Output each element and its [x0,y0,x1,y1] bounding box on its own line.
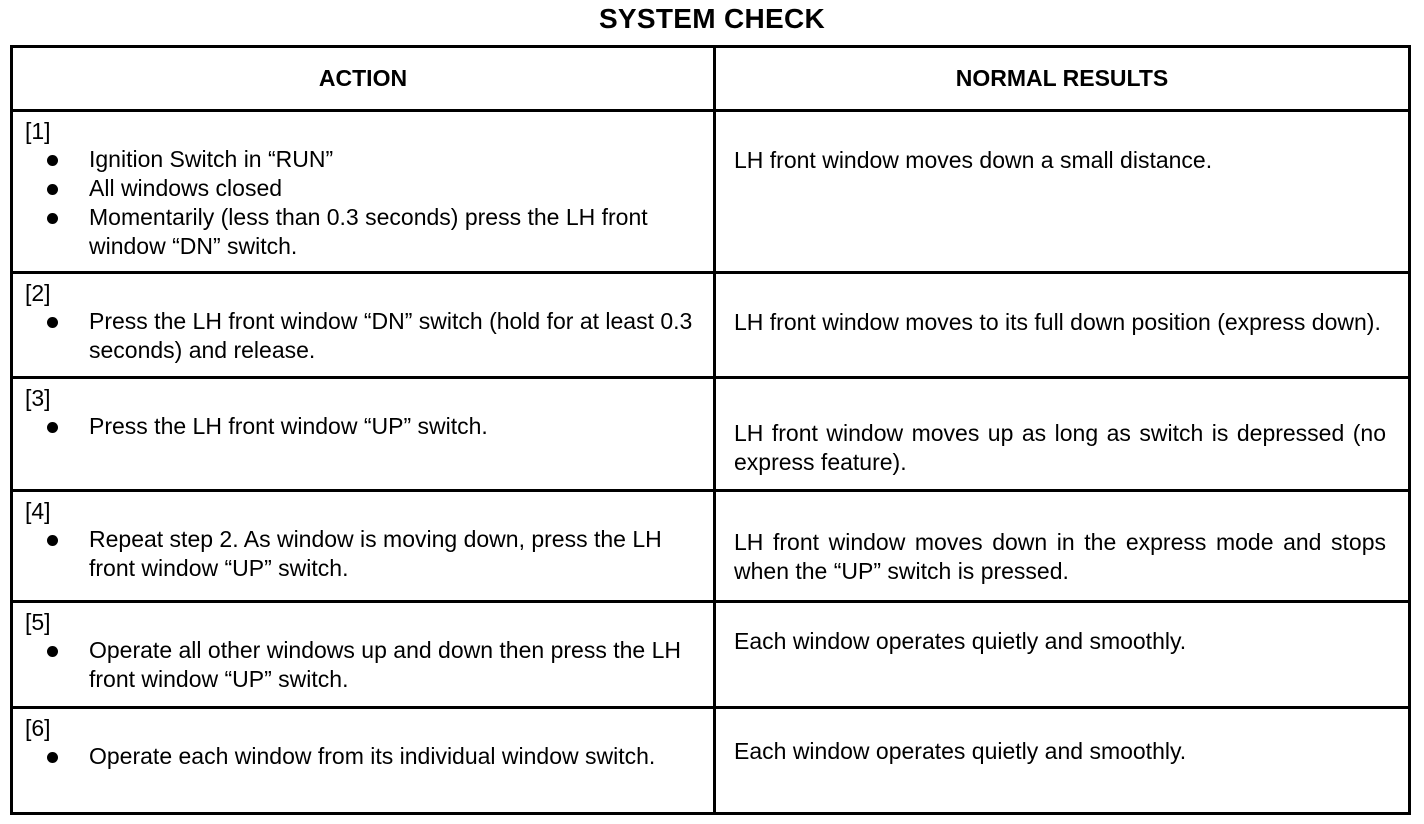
result-text: Each window operates quietly and smoothly. [734,738,1187,765]
action-item [25,636,703,694]
action-item [25,174,703,203]
bullet-icon [47,752,58,763]
action-cell [12,491,715,602]
result-cell [715,272,1410,377]
header-row [12,47,1410,111]
action-text: All windows closed [89,175,283,201]
step-number: [3] [25,384,51,411]
action-cell [12,601,715,708]
action-item [25,412,703,441]
action-item [25,307,703,365]
table-row [12,377,1410,491]
table-row [12,708,1410,814]
table-row [12,272,1410,377]
action-item [25,145,703,174]
step-number: [5] [25,608,51,635]
action-item [25,203,703,261]
bullet-icon [47,535,58,546]
action-text: Press the LH front window “DN” switch (hold for at least 0.3 seconds) and release. [89,307,693,363]
action-text: Ignition Switch in “RUN” [89,146,334,172]
bullet-icon [47,422,58,433]
result-cell [715,491,1410,602]
result-cell [715,377,1410,491]
table-row [12,601,1410,708]
action-item [25,742,703,771]
step-number: [2] [25,279,51,306]
step-number: [1] [25,118,51,144]
bullet-icon [47,317,58,328]
action-cell [12,377,715,491]
result-text: Each window operates quietly and smoothly. [734,627,1187,654]
result-text: LH front window moves down in the express mode and stops when the “UP” switch is pressed. [734,529,1386,585]
action-text: Press the LH front window “UP” switch. [89,412,488,439]
result-cell [715,601,1410,708]
step-number: [4] [25,498,51,525]
bullet-icon [47,155,58,166]
step-number: [6] [25,715,51,742]
bullet-icon [47,646,58,657]
action-cell [12,111,715,273]
result-cell [715,111,1410,273]
result-text: LH front window moves up as long as switch is depressed (no express feature). [734,419,1386,475]
action-text: Operate all other windows up and down then press the LH front window “UP” switch. [89,636,681,692]
bullet-icon [47,213,58,224]
bullet-icon [47,184,58,195]
result-cell [715,708,1410,814]
action-cell [12,272,715,377]
system-check-table [10,45,1411,815]
result-text: LH front window moves to its full down position (express down). [734,308,1381,335]
action-text: Repeat step 2. As window is moving down, press the LH front window “UP” switch. [89,526,662,582]
action-text: Operate each window from its individual window switch. [89,743,656,770]
column-header-normal-results: NORMAL RESULTS [715,47,1410,111]
result-text: LH front window moves down a small distance. [734,147,1213,173]
table-row [12,111,1410,273]
page-title: SYSTEM CHECK [598,3,826,34]
table-row [12,491,1410,602]
column-header-action: ACTION [12,47,715,111]
action-item [25,525,703,583]
action-cell [12,708,715,814]
action-text: Momentarily (less than 0.3 seconds) press the LH front window “DN” switch. [89,204,648,259]
